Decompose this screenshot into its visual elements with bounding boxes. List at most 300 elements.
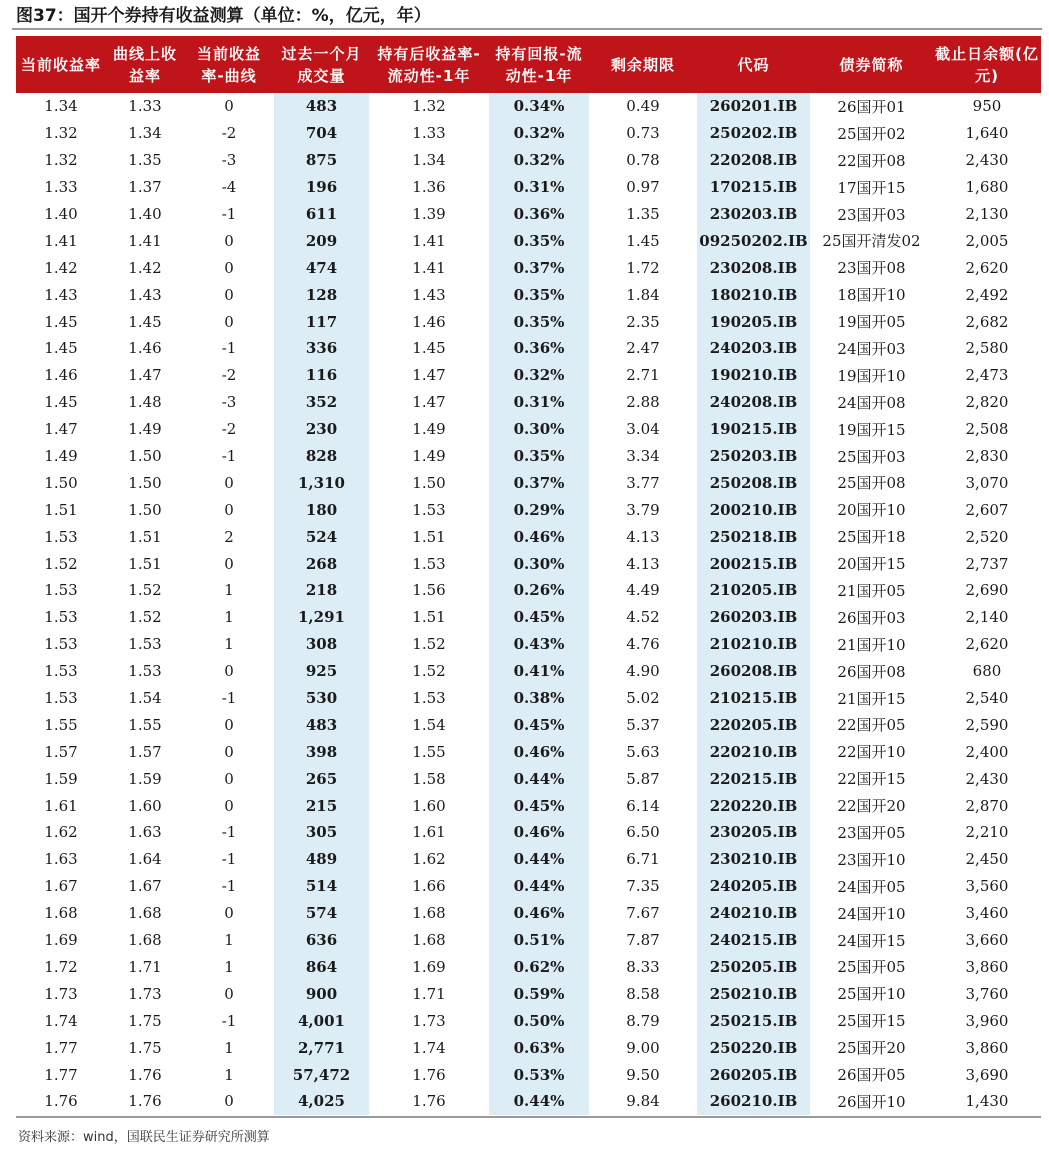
cell-hold-yield: 1.68 xyxy=(412,931,446,950)
cell-curve-yield: 1.59 xyxy=(128,769,162,788)
cell-yield-minus-curve: 0 xyxy=(224,742,234,761)
cell-hold-yield: 1.34 xyxy=(412,151,446,170)
cell-balance: 2,492 xyxy=(965,285,1009,304)
cell-monthly-volume: 4,025 xyxy=(274,1088,369,1115)
cell-remaining-term: 4.13 xyxy=(626,527,660,546)
cell-curve-yield: 1.45 xyxy=(128,312,162,331)
cell-hold-yield: 1.46 xyxy=(412,312,446,331)
cell-monthly-volume: 265 xyxy=(274,765,369,792)
cell-remaining-term: 2.88 xyxy=(626,393,660,412)
cell-hold-yield: 1.68 xyxy=(412,904,446,923)
cell-yield-minus-curve: -2 xyxy=(221,420,237,439)
cell-remaining-term: 0.73 xyxy=(626,124,660,143)
cell-monthly-volume: 483 xyxy=(274,93,369,120)
cell-yield-minus-curve: 0 xyxy=(224,500,234,519)
cell-curve-yield: 1.50 xyxy=(128,473,162,492)
cell-short-name: 23国开10 xyxy=(837,850,906,869)
cell-remaining-term: 8.58 xyxy=(626,984,660,1003)
cell-code: 250220.IB xyxy=(697,1034,810,1061)
cell-balance: 950 xyxy=(972,97,1002,116)
cell-hold-return: 0.36% xyxy=(489,201,589,228)
cell-curve-yield: 1.76 xyxy=(128,1092,162,1111)
cell-curve-yield: 1.37 xyxy=(128,178,162,197)
cell-hold-yield: 1.51 xyxy=(412,527,446,546)
cell-current-yield: 1.77 xyxy=(44,1065,78,1084)
cell-code: 250208.IB xyxy=(697,469,810,496)
cell-hold-yield: 1.45 xyxy=(412,339,446,358)
cell-balance: 3,860 xyxy=(965,957,1009,976)
cell-short-name: 23国开08 xyxy=(837,259,906,278)
cell-hold-yield: 1.54 xyxy=(412,715,446,734)
cell-short-name: 21国开15 xyxy=(837,689,906,708)
cell-balance: 3,460 xyxy=(965,904,1009,923)
table-row xyxy=(16,120,1041,147)
cell-yield-minus-curve: -3 xyxy=(221,393,237,412)
cell-yield-minus-curve: 0 xyxy=(224,473,234,492)
cell-code: 260201.IB xyxy=(697,93,810,120)
cell-hold-return: 0.34% xyxy=(489,93,589,120)
cell-monthly-volume: 875 xyxy=(274,147,369,174)
cell-yield-minus-curve: 0 xyxy=(224,715,234,734)
header-balance: 截止日余额(亿元) xyxy=(933,36,1041,93)
cell-balance: 2,620 xyxy=(965,635,1009,654)
cell-curve-yield: 1.75 xyxy=(128,1011,162,1030)
cell-hold-return: 0.31% xyxy=(489,174,589,201)
cell-monthly-volume: 900 xyxy=(274,980,369,1007)
cell-hold-yield: 1.49 xyxy=(412,447,446,466)
cell-short-name: 26国开01 xyxy=(837,97,906,116)
cell-hold-yield: 1.61 xyxy=(412,823,446,842)
cell-remaining-term: 8.33 xyxy=(626,957,660,976)
cell-yield-minus-curve: 0 xyxy=(224,662,234,681)
cell-code: 220205.IB xyxy=(697,711,810,738)
figure-title: 图37：国开个券持有收益测算（单位：%，亿元，年） xyxy=(12,4,1042,30)
cell-curve-yield: 1.76 xyxy=(128,1065,162,1084)
cell-current-yield: 1.45 xyxy=(44,312,78,331)
cell-yield-minus-curve: -1 xyxy=(221,447,237,466)
cell-current-yield: 1.32 xyxy=(44,124,78,143)
cell-yield-minus-curve: -1 xyxy=(221,877,237,896)
cell-yield-minus-curve: 0 xyxy=(224,312,234,331)
cell-balance: 2,540 xyxy=(965,689,1009,708)
cell-remaining-term: 7.87 xyxy=(626,931,660,950)
cell-current-yield: 1.59 xyxy=(44,769,78,788)
cell-yield-minus-curve: 2 xyxy=(224,527,234,546)
table-row xyxy=(16,685,1041,712)
cell-code: 250205.IB xyxy=(697,954,810,981)
cell-curve-yield: 1.55 xyxy=(128,715,162,734)
cell-hold-return: 0.44% xyxy=(489,1088,589,1115)
table-row xyxy=(16,147,1041,174)
cell-remaining-term: 5.02 xyxy=(626,689,660,708)
cell-remaining-term: 6.71 xyxy=(626,850,660,869)
cell-monthly-volume: 636 xyxy=(274,927,369,954)
cell-code: 230210.IB xyxy=(697,846,810,873)
cell-balance: 2,130 xyxy=(965,205,1009,223)
table-row xyxy=(16,308,1041,335)
cell-current-yield: 1.53 xyxy=(44,662,78,681)
table-row xyxy=(16,227,1041,254)
cell-current-yield: 1.53 xyxy=(44,689,78,708)
cell-short-name: 21国开05 xyxy=(837,581,906,600)
cell-yield-minus-curve: 0 xyxy=(224,258,234,277)
cell-balance: 2,590 xyxy=(965,715,1009,734)
cell-code: 210215.IB xyxy=(697,685,810,712)
cell-code: 240205.IB xyxy=(697,873,810,900)
cell-balance: 2,620 xyxy=(965,258,1009,277)
table-row xyxy=(16,93,1041,120)
cell-monthly-volume: 308 xyxy=(274,631,369,658)
cell-current-yield: 1.51 xyxy=(44,500,78,519)
cell-hold-yield: 1.43 xyxy=(412,285,446,304)
cell-remaining-term: 1.35 xyxy=(626,205,660,223)
cell-monthly-volume: 196 xyxy=(274,174,369,201)
cell-code: 200215.IB xyxy=(697,550,810,577)
cell-short-name: 22国开10 xyxy=(837,743,906,762)
cell-yield-minus-curve: -1 xyxy=(221,205,237,223)
cell-monthly-volume: 864 xyxy=(274,954,369,981)
cell-yield-minus-curve: 0 xyxy=(224,904,234,923)
cell-current-yield: 1.61 xyxy=(44,796,78,815)
cell-code: 170215.IB xyxy=(697,174,810,201)
cell-curve-yield: 1.52 xyxy=(128,608,162,627)
cell-code: 220220.IB xyxy=(697,792,810,819)
table-header-row xyxy=(16,36,1041,93)
cell-short-name: 19国开15 xyxy=(837,420,906,439)
cell-current-yield: 1.72 xyxy=(44,957,78,976)
cell-hold-return: 0.44% xyxy=(489,846,589,873)
cell-curve-yield: 1.60 xyxy=(128,796,162,815)
cell-curve-yield: 1.50 xyxy=(128,500,162,519)
cell-yield-minus-curve: 1 xyxy=(224,931,234,950)
cell-code: 09250202.IB xyxy=(697,227,810,254)
cell-monthly-volume: 218 xyxy=(274,577,369,604)
cell-yield-minus-curve: 1 xyxy=(224,608,234,627)
cell-hold-return: 0.32% xyxy=(489,362,589,389)
cell-remaining-term: 4.49 xyxy=(626,581,660,600)
cell-code: 210205.IB xyxy=(697,577,810,604)
cell-hold-yield: 1.49 xyxy=(412,420,446,439)
cell-yield-minus-curve: 0 xyxy=(224,1092,234,1111)
cell-hold-yield: 1.53 xyxy=(412,500,446,519)
cell-monthly-volume: 483 xyxy=(274,711,369,738)
cell-hold-return: 0.45% xyxy=(489,604,589,631)
cell-short-name: 25国开05 xyxy=(837,958,906,977)
cell-balance: 2,607 xyxy=(965,500,1009,519)
cell-curve-yield: 1.35 xyxy=(128,151,162,170)
cell-monthly-volume: 925 xyxy=(274,658,369,685)
table-row xyxy=(16,416,1041,443)
cell-yield-minus-curve: -2 xyxy=(221,124,237,143)
cell-balance: 2,820 xyxy=(965,393,1009,412)
cell-current-yield: 1.34 xyxy=(44,97,78,116)
cell-hold-return: 0.62% xyxy=(489,954,589,981)
cell-hold-yield: 1.69 xyxy=(412,957,446,976)
cell-short-name: 18国开10 xyxy=(837,286,906,305)
cell-hold-yield: 1.76 xyxy=(412,1065,446,1084)
cell-monthly-volume: 57,472 xyxy=(274,1061,369,1088)
table-row xyxy=(16,846,1041,873)
cell-short-name: 23国开05 xyxy=(837,823,906,842)
cell-short-name: 25国开清发02 xyxy=(822,232,921,251)
cell-balance: 2,690 xyxy=(965,581,1009,600)
table-row xyxy=(16,523,1041,550)
cell-yield-minus-curve: 0 xyxy=(224,796,234,815)
cell-yield-minus-curve: 0 xyxy=(224,231,234,250)
cell-remaining-term: 8.79 xyxy=(626,1011,660,1030)
cell-short-name: 24国开08 xyxy=(837,393,906,412)
cell-current-yield: 1.62 xyxy=(44,823,78,842)
cell-hold-return: 0.50% xyxy=(489,1007,589,1034)
cell-current-yield: 1.46 xyxy=(44,366,78,385)
cell-hold-return: 0.44% xyxy=(489,873,589,900)
cell-curve-yield: 1.50 xyxy=(128,447,162,466)
source-note: 资料来源：wind，国联民生证券研究所测算 xyxy=(18,1130,270,1145)
cell-current-yield: 1.41 xyxy=(44,231,78,250)
cell-remaining-term: 1.84 xyxy=(626,285,660,304)
cell-short-name: 24国开15 xyxy=(837,931,906,950)
cell-monthly-volume: 128 xyxy=(274,281,369,308)
cell-balance: 2,473 xyxy=(965,366,1009,385)
cell-yield-minus-curve: 1 xyxy=(224,581,234,600)
cell-yield-minus-curve: -3 xyxy=(221,151,237,170)
table-row xyxy=(16,792,1041,819)
cell-hold-yield: 1.51 xyxy=(412,608,446,627)
table-row xyxy=(16,954,1041,981)
cell-hold-return: 0.43% xyxy=(489,631,589,658)
cell-curve-yield: 1.42 xyxy=(128,258,162,277)
cell-monthly-volume: 268 xyxy=(274,550,369,577)
cell-current-yield: 1.63 xyxy=(44,850,78,869)
cell-yield-minus-curve: -1 xyxy=(221,1011,237,1030)
cell-remaining-term: 6.50 xyxy=(626,823,660,842)
cell-balance: 2,140 xyxy=(965,608,1009,627)
cell-hold-yield: 1.39 xyxy=(412,205,446,223)
cell-yield-minus-curve: 0 xyxy=(224,97,234,116)
cell-code: 220208.IB xyxy=(697,147,810,174)
table-row xyxy=(16,577,1041,604)
cell-code: 250218.IB xyxy=(697,523,810,550)
cell-hold-yield: 1.58 xyxy=(412,769,446,788)
cell-current-yield: 1.69 xyxy=(44,931,78,950)
cell-monthly-volume: 4,001 xyxy=(274,1007,369,1034)
cell-monthly-volume: 1,291 xyxy=(274,604,369,631)
cell-current-yield: 1.45 xyxy=(44,393,78,412)
cell-remaining-term: 6.14 xyxy=(626,796,660,815)
cell-hold-return: 0.46% xyxy=(489,523,589,550)
cell-balance: 1,680 xyxy=(965,178,1009,197)
cell-current-yield: 1.74 xyxy=(44,1011,78,1030)
cell-curve-yield: 1.46 xyxy=(128,339,162,358)
cell-code: 190215.IB xyxy=(697,416,810,443)
table-row xyxy=(16,335,1041,362)
table-row xyxy=(16,1007,1041,1034)
cell-balance: 2,520 xyxy=(965,527,1009,546)
cell-yield-minus-curve: 1 xyxy=(224,1065,234,1084)
cell-monthly-volume: 1,310 xyxy=(274,469,369,496)
table-row xyxy=(16,281,1041,308)
cell-code: 240208.IB xyxy=(697,389,810,416)
cell-remaining-term: 3.34 xyxy=(626,447,660,466)
cell-balance: 2,450 xyxy=(965,850,1009,869)
cell-current-yield: 1.55 xyxy=(44,715,78,734)
table-row xyxy=(16,765,1041,792)
bond-yield-table xyxy=(16,36,1041,1115)
table-row xyxy=(16,1061,1041,1088)
cell-hold-yield: 1.66 xyxy=(412,877,446,896)
header-yield-minus-curve: 当前收益率-曲线 xyxy=(184,36,274,93)
cell-hold-return: 0.35% xyxy=(489,308,589,335)
cell-code: 190210.IB xyxy=(697,362,810,389)
cell-short-name: 19国开10 xyxy=(837,366,906,385)
table-row xyxy=(16,873,1041,900)
cell-hold-return: 0.59% xyxy=(489,980,589,1007)
cell-short-name: 24国开10 xyxy=(837,904,906,923)
cell-remaining-term: 4.13 xyxy=(626,554,660,573)
cell-hold-return: 0.44% xyxy=(489,765,589,792)
table-row xyxy=(16,443,1041,470)
cell-curve-yield: 1.64 xyxy=(128,850,162,869)
cell-remaining-term: 2.35 xyxy=(626,312,660,331)
cell-short-name: 25国开18 xyxy=(837,528,906,547)
cell-hold-return: 0.32% xyxy=(489,120,589,147)
cell-curve-yield: 1.49 xyxy=(128,420,162,439)
header-current-yield: 当前收益率 xyxy=(16,36,106,93)
cell-remaining-term: 7.67 xyxy=(626,904,660,923)
cell-remaining-term: 4.76 xyxy=(626,635,660,654)
cell-monthly-volume: 117 xyxy=(274,308,369,335)
cell-hold-return: 0.26% xyxy=(489,577,589,604)
cell-hold-yield: 1.41 xyxy=(412,231,446,250)
cell-curve-yield: 1.67 xyxy=(128,877,162,896)
cell-monthly-volume: 305 xyxy=(274,819,369,846)
cell-code: 260210.IB xyxy=(697,1088,810,1115)
cell-hold-return: 0.51% xyxy=(489,927,589,954)
cell-hold-return: 0.31% xyxy=(489,389,589,416)
table-row xyxy=(16,819,1041,846)
table-body xyxy=(16,93,1041,1115)
cell-code: 230205.IB xyxy=(697,819,810,846)
cell-hold-yield: 1.60 xyxy=(412,796,446,815)
cell-balance: 3,760 xyxy=(965,984,1009,1003)
cell-hold-return: 0.37% xyxy=(489,254,589,281)
cell-current-yield: 1.73 xyxy=(44,984,78,1003)
cell-yield-minus-curve: 0 xyxy=(224,554,234,573)
cell-balance: 2,737 xyxy=(965,554,1009,573)
cell-code: 250202.IB xyxy=(697,120,810,147)
table-row xyxy=(16,658,1041,685)
cell-curve-yield: 1.33 xyxy=(128,97,162,116)
header-hold-return: 持有回报-流动性-1年 xyxy=(489,36,589,93)
cell-code: 250210.IB xyxy=(697,980,810,1007)
cell-yield-minus-curve: -1 xyxy=(221,339,237,358)
cell-monthly-volume: 215 xyxy=(274,792,369,819)
table-row xyxy=(16,900,1041,927)
cell-hold-yield: 1.52 xyxy=(412,662,446,681)
cell-remaining-term: 5.63 xyxy=(626,742,660,761)
cell-balance: 2,830 xyxy=(965,447,1009,466)
cell-current-yield: 1.76 xyxy=(44,1092,78,1111)
cell-code: 240210.IB xyxy=(697,900,810,927)
table-row xyxy=(16,550,1041,577)
cell-code: 230203.IB xyxy=(697,201,810,228)
cell-code: 250203.IB xyxy=(697,443,810,470)
cell-hold-return: 0.30% xyxy=(489,416,589,443)
cell-monthly-volume: 704 xyxy=(274,120,369,147)
cell-monthly-volume: 230 xyxy=(274,416,369,443)
cell-hold-return: 0.30% xyxy=(489,550,589,577)
cell-remaining-term: 0.49 xyxy=(626,97,660,116)
table-row xyxy=(16,496,1041,523)
cell-hold-yield: 1.33 xyxy=(412,124,446,143)
cell-remaining-term: 2.47 xyxy=(626,339,660,358)
cell-curve-yield: 1.71 xyxy=(128,957,162,976)
cell-short-name: 20国开10 xyxy=(837,501,906,520)
cell-short-name: 22国开20 xyxy=(837,797,906,816)
cell-hold-return: 0.35% xyxy=(489,227,589,254)
cell-monthly-volume: 209 xyxy=(274,227,369,254)
cell-balance: 2,005 xyxy=(965,231,1009,250)
cell-curve-yield: 1.75 xyxy=(128,1038,162,1057)
cell-short-name: 26国开10 xyxy=(837,1092,906,1111)
cell-code: 190205.IB xyxy=(697,308,810,335)
cell-balance: 3,960 xyxy=(965,1011,1009,1030)
cell-current-yield: 1.49 xyxy=(44,447,78,466)
cell-hold-yield: 1.74 xyxy=(412,1038,446,1057)
cell-remaining-term: 5.87 xyxy=(626,769,660,788)
cell-code: 220215.IB xyxy=(697,765,810,792)
cell-short-name: 22国开08 xyxy=(837,151,906,170)
cell-yield-minus-curve: 0 xyxy=(224,769,234,788)
cell-short-name: 24国开03 xyxy=(837,339,906,358)
cell-hold-return: 0.46% xyxy=(489,738,589,765)
cell-current-yield: 1.57 xyxy=(44,742,78,761)
cell-current-yield: 1.50 xyxy=(44,473,78,492)
cell-hold-yield: 1.55 xyxy=(412,742,446,761)
cell-balance: 2,870 xyxy=(965,796,1009,815)
cell-hold-yield: 1.56 xyxy=(412,581,446,600)
cell-short-name: 26国开05 xyxy=(837,1066,906,1084)
cell-curve-yield: 1.63 xyxy=(128,823,162,842)
cell-remaining-term: 3.77 xyxy=(626,473,660,492)
table-row xyxy=(16,362,1041,389)
cell-hold-yield: 1.47 xyxy=(412,393,446,412)
cell-short-name: 25国开15 xyxy=(837,1012,906,1031)
cell-balance: 2,430 xyxy=(965,769,1009,788)
header-curve-yield: 曲线上收益率 xyxy=(106,36,184,93)
cell-balance: 1,430 xyxy=(965,1092,1009,1111)
cell-hold-return: 0.35% xyxy=(489,443,589,470)
cell-code: 260205.IB xyxy=(697,1061,810,1088)
table-row xyxy=(16,469,1041,496)
cell-current-yield: 1.33 xyxy=(44,178,78,197)
cell-hold-yield: 1.52 xyxy=(412,635,446,654)
cell-yield-minus-curve: -4 xyxy=(221,178,237,197)
cell-hold-return: 0.32% xyxy=(489,147,589,174)
cell-monthly-volume: 336 xyxy=(274,335,369,362)
cell-short-name: 25国开08 xyxy=(837,474,906,493)
cell-balance: 2,210 xyxy=(965,823,1009,842)
cell-code: 220210.IB xyxy=(697,738,810,765)
cell-code: 240203.IB xyxy=(697,335,810,362)
table-row xyxy=(16,711,1041,738)
cell-hold-yield: 1.53 xyxy=(412,689,446,708)
cell-balance: 2,430 xyxy=(965,151,1009,170)
cell-current-yield: 1.53 xyxy=(44,608,78,627)
cell-yield-minus-curve: -2 xyxy=(221,366,237,385)
cell-code: 250215.IB xyxy=(697,1007,810,1034)
cell-balance: 3,070 xyxy=(965,473,1009,492)
